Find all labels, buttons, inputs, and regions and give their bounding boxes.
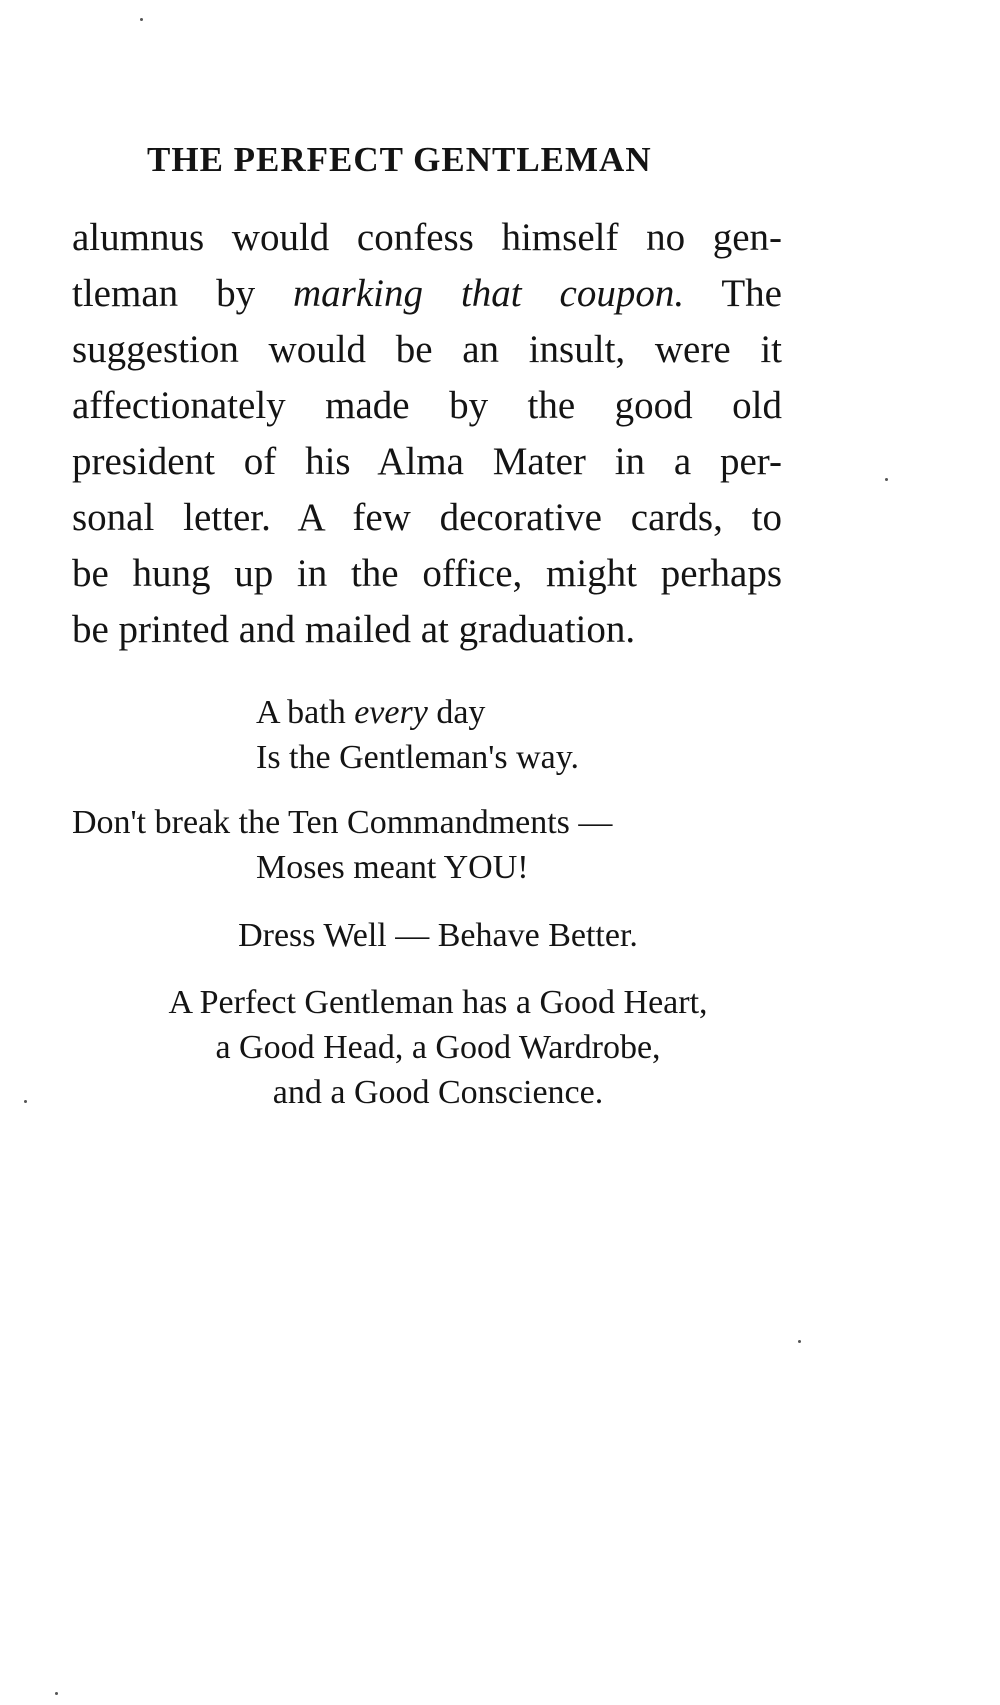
motto-text: day [427, 694, 486, 731]
motto-bath [256, 690, 579, 780]
paper-speck [798, 1340, 801, 1343]
paper-speck [24, 1100, 27, 1103]
motto-line: and a Good Conscience. [272, 1074, 604, 1111]
motto-line: A Perfect Gentleman has a Good Heart, [168, 984, 708, 1021]
motto-text: A bath [256, 694, 355, 731]
motto-line [256, 690, 579, 735]
italic-word: every [354, 694, 428, 731]
paragraph-line [72, 266, 782, 322]
motto-line: Is the Gentleman's way. [256, 739, 580, 776]
motto-dress: Dress Well — Behave Better. [238, 917, 638, 954]
line-text: The [684, 272, 782, 315]
paragraph-line: be printed and mailed at graduation. [72, 608, 636, 651]
motto-line: a Good Head, a Good Wardrobe, [215, 1029, 661, 1066]
paragraph-line: affectionately made by the good old [72, 384, 782, 427]
motto-commandments [72, 800, 802, 890]
paragraph-line: suggestion would be an insult, were it [72, 328, 782, 371]
italic-phrase: marking that coupon. [293, 272, 685, 315]
paragraph-line: alumnus would confess himself no gen- [72, 216, 782, 259]
paragraph-line: president of his Alma Mater in a per- [72, 440, 782, 483]
paragraph-line: be hung up in the office, might perhaps [72, 552, 782, 595]
body-paragraph [72, 210, 782, 658]
paper-speck [55, 1692, 58, 1695]
motto-line: Don't break the Ten Commandments — [72, 804, 613, 841]
paper-speck [885, 478, 888, 481]
running-head: THE PERFECT GENTLEMAN [147, 140, 652, 179]
motto-line: Moses meant YOU! [256, 849, 529, 886]
line-text: tleman by [72, 272, 294, 315]
paragraph-line: sonal letter. A few decorative cards, to [72, 496, 782, 539]
paper-speck [140, 18, 143, 21]
motto-perfect-gentleman [0, 980, 876, 1115]
